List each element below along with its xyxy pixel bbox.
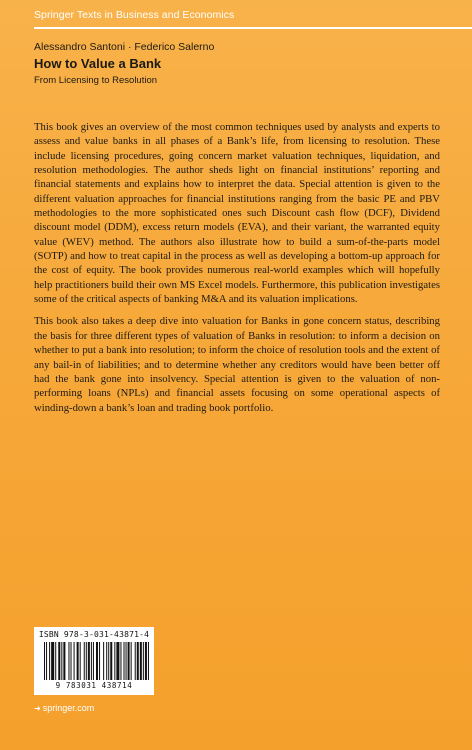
barcode-bar	[84, 642, 85, 680]
barcode-bar	[99, 642, 100, 680]
barcode-bar	[44, 642, 45, 680]
book-subtitle: From Licensing to Resolution	[34, 75, 158, 86]
barcode-bar	[114, 642, 115, 680]
barcode-digits: 9 783031 438714	[55, 681, 133, 690]
barcode-bar	[77, 642, 79, 680]
barcode-bar	[58, 642, 60, 680]
barcode-bar	[137, 642, 139, 680]
barcode-bar	[86, 642, 87, 680]
header-divider	[34, 27, 472, 29]
isbn-label: ISBN 978-3-031-43871-4	[38, 630, 150, 639]
isbn-barcode	[34, 627, 154, 695]
barcode-bar	[120, 642, 121, 680]
barcode-bar	[106, 642, 107, 680]
barcode-bar	[71, 642, 72, 680]
barcode-bars	[44, 642, 150, 680]
barcode-bar	[124, 642, 125, 680]
barcode-bar	[145, 642, 147, 680]
barcode-bar	[126, 642, 127, 680]
arrow-icon: ➜	[34, 704, 41, 713]
barcode-bar	[116, 642, 119, 680]
barcode-bar	[55, 642, 56, 680]
barcode-bar	[140, 642, 142, 680]
barcode-bar	[51, 642, 54, 680]
blurb-paragraph-1: This book gives an overview of the most common techniques used by analysts and experts to assess and value banks in all phases of a Bank’s life, from licensing to resolution. These include licensing procedures, going concern market valuation techniques, liquidation, and resolution methodologies. The author sheds light on financial institutions’ reporting and financial statements and explains how to interpret the data. Special attention is given to the different valuation approaches for financial institutions ranging from the basic PE and PBV methodologies to the more sophisticated ones such Discount cash flow (DCF), Dividend discount model (DDM), excess return models (EVA), and their variant, the warranted equity value (WEV) method. The authors also illustrate how to build a sum-of-the-parts model (SOTP) and how to treat capital in the process as well as developing a bottom-up approach for the cost of equity. The book provides numerous real-world examples which will hopefully help practitioners build their own MS Excel models. Furthermore, this publication investigates some of the critical aspects of banking M&A and its valuation implications.	[34, 121, 440, 306]
barcode-bar	[131, 642, 132, 680]
barcode-bar	[148, 642, 149, 680]
barcode-bar	[110, 642, 112, 680]
back-cover-blurb	[34, 120, 440, 423]
barcode-bar	[88, 642, 90, 680]
blurb-paragraph-2: This book also takes a deep dive into valuation for Banks in gone concern status, describing the basis for three different types of valuation of Banks in resolution: to inform a decision on whether to put a bank into resolution; to inform the choice of resolution tools and the extent of any bail-in of liabilities; and to determine whether any creditors would have been better off had the bank gone into insolvency. Special attention is given to the valuation of non-performing loans (NPLs) and financial assets focusing on some operational aspects of winding-down a bank’s loan and trading book portfolio.	[34, 315, 440, 414]
series-title: Springer Texts in Business and Economics	[34, 9, 235, 21]
barcode-bar	[91, 642, 92, 680]
barcode-bar	[49, 642, 50, 680]
publisher-website	[34, 703, 94, 713]
barcode-bar	[135, 642, 136, 680]
barcode-bar	[46, 642, 47, 680]
barcode-bar	[93, 642, 94, 680]
barcode-bar	[68, 642, 69, 680]
book-title: How to Value a Bank	[34, 56, 162, 71]
barcode-bar	[128, 642, 130, 680]
barcode-bar	[108, 642, 109, 680]
barcode-bar	[143, 642, 144, 680]
book-authors: Alessandro Santoni · Federico Salerno	[34, 41, 215, 53]
barcode-bar	[63, 642, 65, 680]
barcode-bar	[80, 642, 81, 680]
barcode-bar	[96, 642, 98, 680]
website-label: springer.com	[42, 703, 95, 713]
barcode-bar	[74, 642, 75, 680]
barcode-bar	[103, 642, 104, 680]
barcode-bar	[61, 642, 62, 680]
